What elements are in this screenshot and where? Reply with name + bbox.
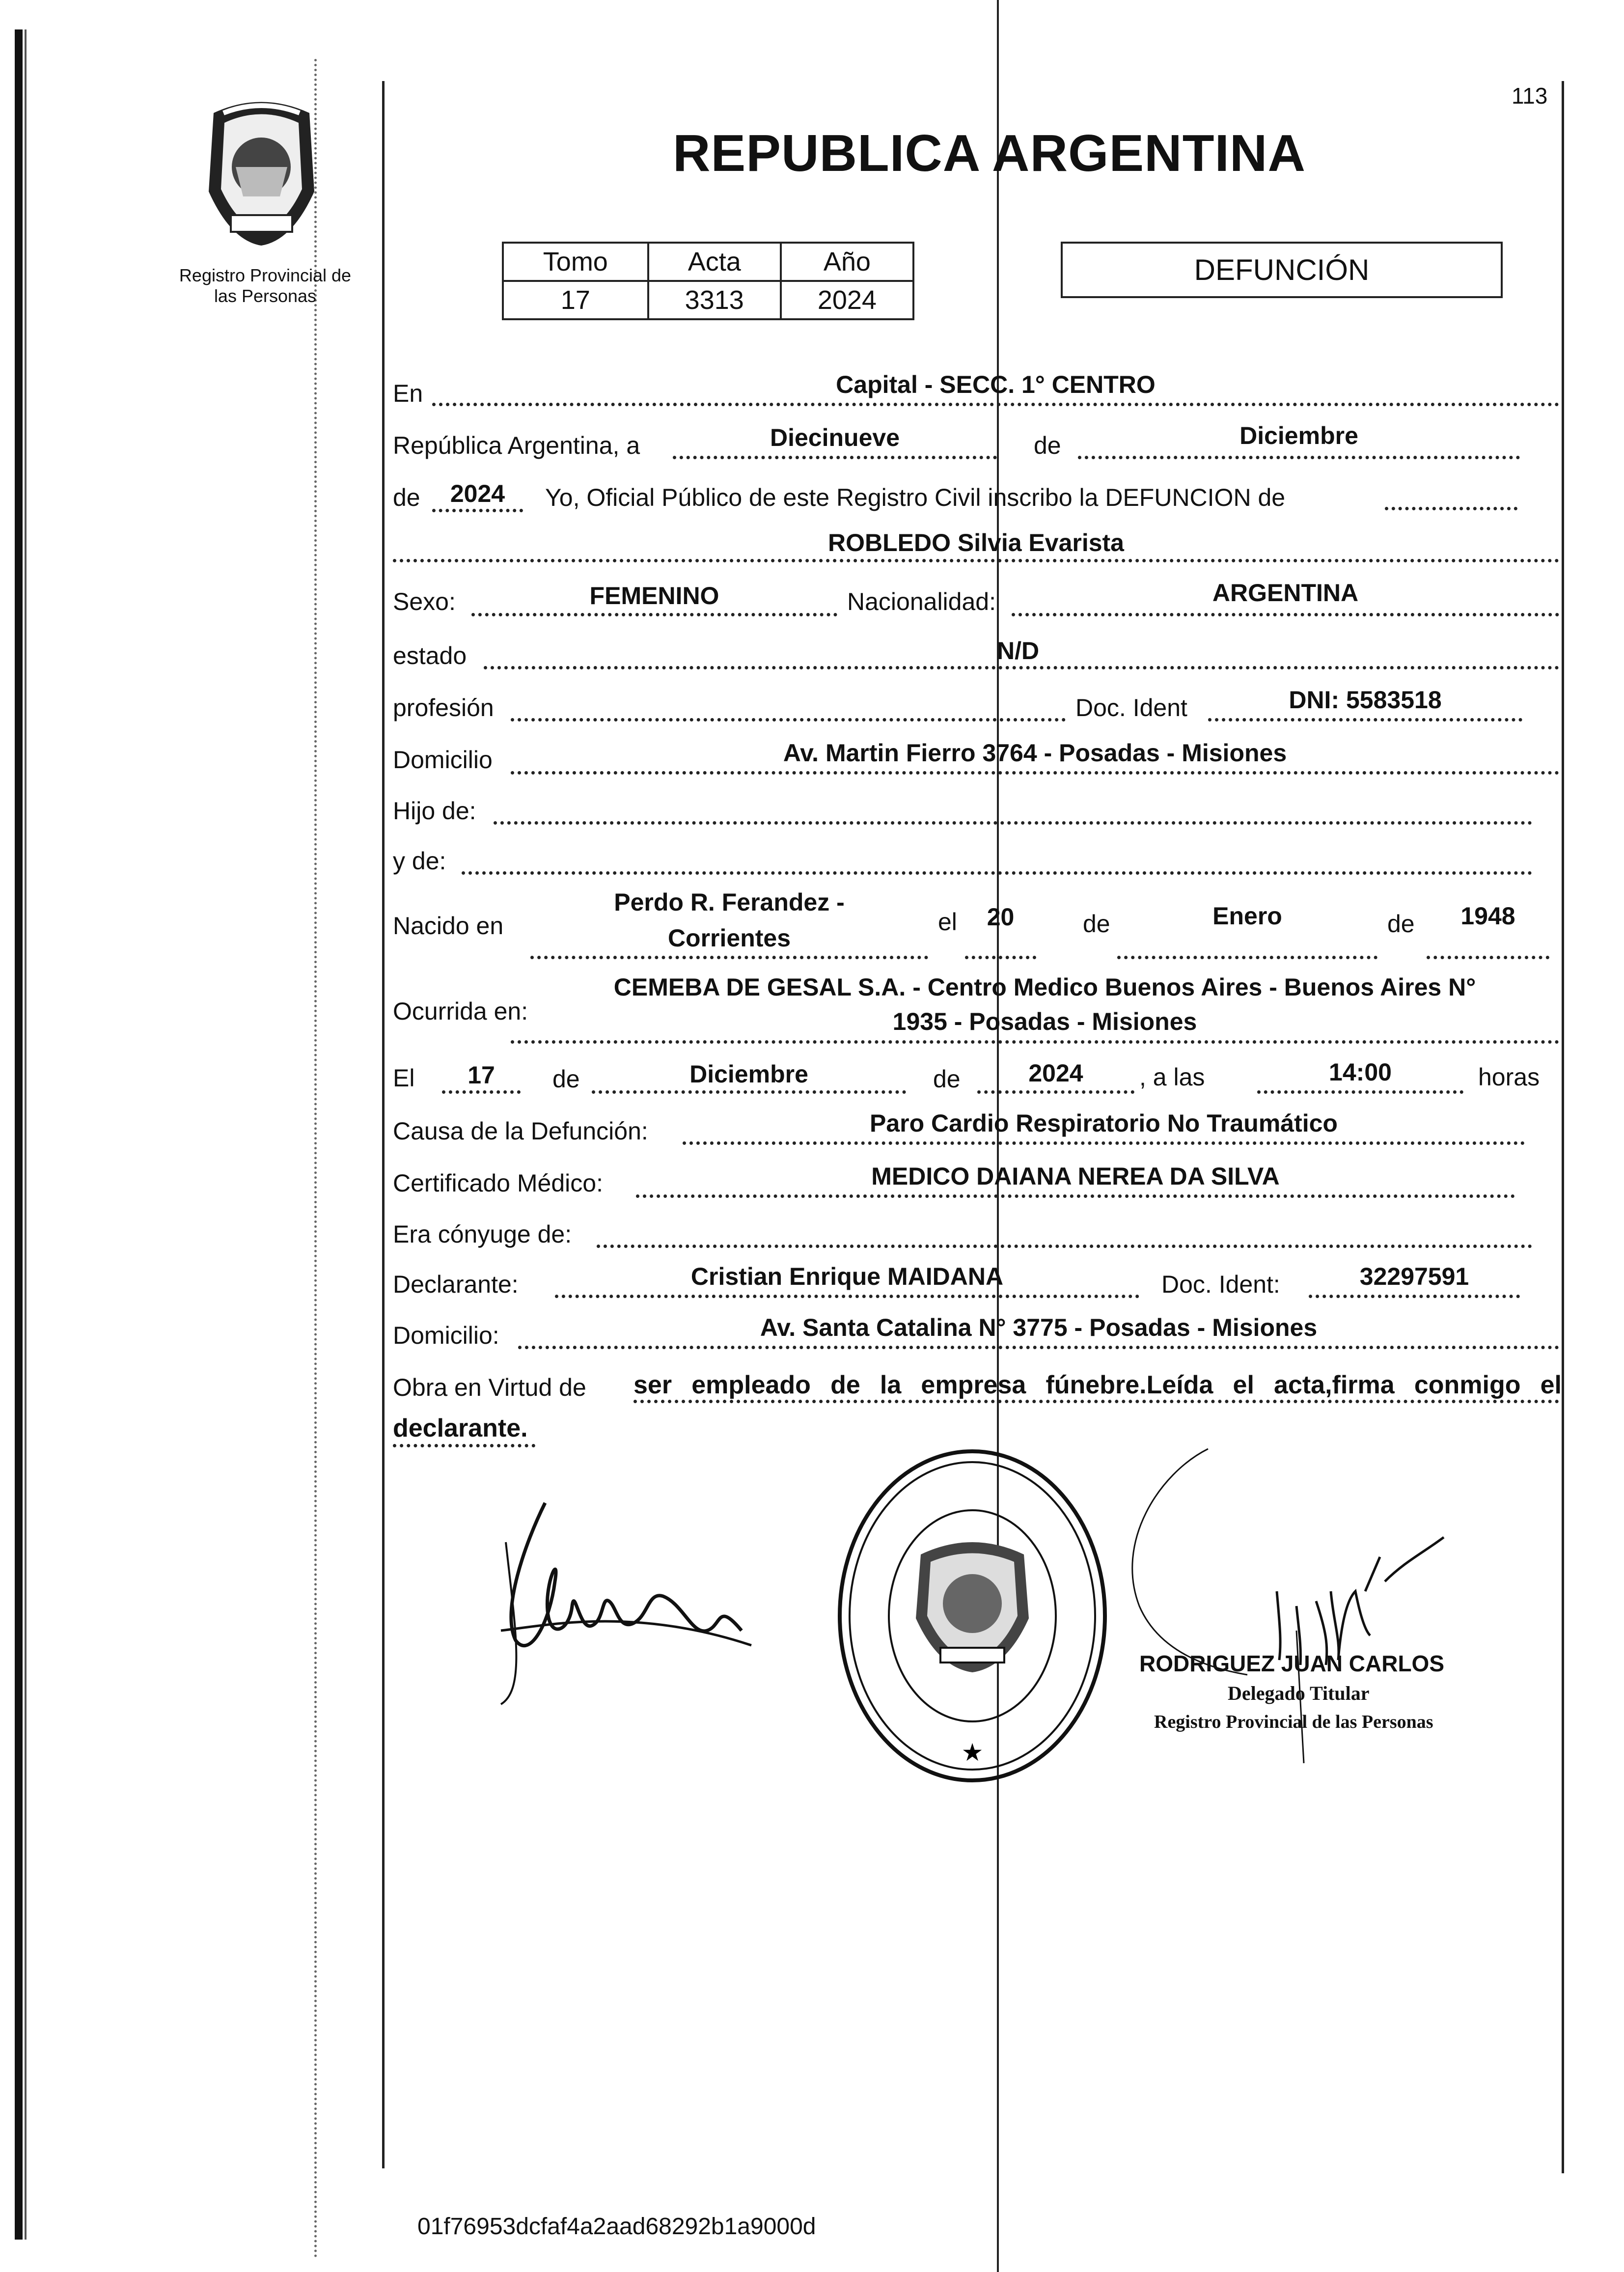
by-virtue-underline2 <box>393 1444 535 1447</box>
declarant-line <box>555 1295 1139 1298</box>
declarant-value: Cristian Enrique MAIDANA <box>690 1263 1004 1290</box>
birth-month-value: Enero <box>1212 902 1282 930</box>
official-stamp <box>835 1446 1110 1785</box>
binding-edge-inner <box>25 29 27 2240</box>
label-el: el <box>938 908 957 936</box>
page-title: REPUBLICA ARGENTINA <box>673 124 1306 182</box>
label-conyuge: Era cónyuge de: <box>393 1220 572 1248</box>
birth-day-value: 20 <box>987 903 1015 931</box>
reg-month-line <box>1078 456 1520 459</box>
death-year-value: 2024 <box>1028 1059 1083 1087</box>
registry-name-line1: Registro Provincial de <box>179 265 352 285</box>
official-signature <box>1110 1444 1483 1788</box>
label-en: En <box>393 380 423 407</box>
death-day-line <box>442 1090 521 1094</box>
svg-text:★: ★ <box>961 1738 984 1767</box>
spouse-line <box>597 1245 1532 1248</box>
birth-day-line <box>965 956 1036 959</box>
official-org: Registro Provincial de las Personas <box>1154 1712 1433 1732</box>
civil-status-value: N/D <box>997 637 1040 665</box>
ano-value: 2024 <box>781 281 913 319</box>
profession-line <box>511 718 1066 721</box>
death-day-value: 17 <box>468 1061 495 1089</box>
label-de-1: de <box>1034 432 1061 459</box>
registry-name-line2: las Personas <box>214 286 317 306</box>
declarant-doc-value: 32297591 <box>1359 1263 1469 1290</box>
doc-value: DNI: 5583518 <box>1289 686 1442 714</box>
label-estado: estado <box>393 642 467 669</box>
sex-line <box>471 613 837 616</box>
acta-value: 3313 <box>648 281 781 319</box>
birth-year-value: 1948 <box>1460 902 1515 930</box>
label-domicilio: Domicilio <box>393 746 493 774</box>
nationality-line <box>1012 613 1559 616</box>
mother-line <box>462 871 1532 875</box>
reg-year-line <box>432 509 523 512</box>
label-nacionalidad: Nacionalidad: <box>847 588 996 615</box>
label-republica: República Argentina, a <box>393 432 640 459</box>
certificate-value: MEDICO DAIANA NEREA DA SILVA <box>871 1163 1280 1190</box>
civil-status-line <box>484 666 1559 669</box>
label-horas: horas <box>1478 1063 1540 1091</box>
binding-edge <box>15 29 23 2240</box>
declarant-signature <box>486 1483 761 1739</box>
perforation-line <box>314 59 317 2259</box>
label-doc-ident-2: Doc. Ident: <box>1161 1271 1280 1298</box>
declarant-address-value: Av. Santa Catalina N° 3775 - Posadas - Misiones <box>760 1314 1318 1341</box>
cause-line <box>683 1141 1525 1145</box>
reg-day-value: Diecinueve <box>770 424 900 451</box>
sex-value: FEMENINO <box>589 582 719 610</box>
birth-year-line <box>1427 956 1549 959</box>
birth-month-line <box>1117 956 1377 959</box>
official-role: Delegado Titular <box>1228 1682 1370 1704</box>
by-virtue-underline1 <box>633 1400 1559 1403</box>
address-line <box>511 771 1559 775</box>
right-frame-line <box>1562 81 1564 2173</box>
reg-month-value: Diciembre <box>1239 422 1358 449</box>
cause-value: Paro Cardio Respiratorio No Traumático <box>870 1109 1338 1137</box>
declarant-doc-line <box>1309 1295 1520 1298</box>
death-place-line <box>511 1040 1559 1044</box>
page-number: 113 <box>1512 83 1548 109</box>
document-type-box <box>1061 242 1503 298</box>
place-line <box>432 403 1559 406</box>
place-value: Capital - SECC. 1° CENTRO <box>836 371 1156 398</box>
certificate-line <box>636 1194 1515 1198</box>
label-a-las: , a las <box>1139 1063 1205 1091</box>
label-yo: Yo, Oficial Público de este Registro Civil inscribo la DEFUNCION de <box>545 484 1286 511</box>
birth-place-line <box>530 956 928 959</box>
by-virtue-line1: ser empleado de la empresa fúnebre.Leída el acta,firma conmigo el <box>633 1371 1562 1399</box>
reg-year-value: 2024 <box>450 480 505 507</box>
tomo-header: Tomo <box>503 243 648 281</box>
nationality-value: ARGENTINA <box>1212 579 1359 607</box>
label-domicilio-2: Domicilio: <box>393 1322 499 1349</box>
acta-header: Acta <box>648 243 781 281</box>
death-place-line1: CEMEBA DE GESAL S.A. - Centro Medico Buenos Aires - Buenos Aires N° <box>613 973 1476 1001</box>
document-type-label: DEFUNCIÓN <box>1194 253 1370 286</box>
label-sexo: Sexo: <box>393 588 456 615</box>
birth-place-line1: Perdo R. Ferandez - <box>614 888 845 916</box>
death-place-line2: 1935 - Posadas - Misiones <box>892 1008 1197 1035</box>
address-value: Av. Martin Fierro 3764 - Posadas - Misiones <box>783 739 1287 767</box>
label-doc-ident: Doc. Ident <box>1075 694 1187 721</box>
deceased-line <box>393 559 1559 562</box>
document-hash: 01f76953dcfaf4a2aad68292b1a9000d <box>417 2214 816 2240</box>
label-y-de: y de: <box>393 847 446 875</box>
ano-header: Año <box>781 243 913 281</box>
father-line <box>494 821 1532 825</box>
label-de-4: de <box>1387 910 1415 938</box>
label-hijo-de: Hijo de: <box>393 797 476 825</box>
death-time-value: 14:00 <box>1329 1058 1392 1086</box>
deceased-value: ROBLEDO Silvia Evarista <box>827 529 1124 556</box>
label-el-cap: El <box>393 1064 415 1092</box>
left-frame-line <box>382 81 385 2168</box>
by-virtue-line2: declarante. <box>393 1414 528 1442</box>
reg-day-line <box>673 456 997 459</box>
death-time-line <box>1257 1090 1463 1094</box>
label-nacido-en: Nacido en <box>393 912 504 940</box>
official-name: RODRIGUEZ JUAN CARLOS <box>1139 1651 1445 1676</box>
label-declarante: Declarante: <box>393 1271 519 1298</box>
death-month-line <box>592 1090 906 1094</box>
death-month-value: Diciembre <box>689 1060 808 1088</box>
label-causa: Causa de la Defunción: <box>393 1117 648 1145</box>
birth-place-line2: Corrientes <box>667 924 791 952</box>
label-de-6: de <box>933 1065 961 1093</box>
label-de-3: de <box>1083 910 1110 938</box>
tomo-value: 17 <box>503 281 648 319</box>
label-de-5: de <box>552 1065 580 1093</box>
doc-line <box>1208 718 1522 721</box>
record-meta-table <box>502 242 914 320</box>
registry-name <box>162 265 368 306</box>
death-year-line <box>977 1090 1134 1094</box>
registry-seal-logo <box>194 93 329 250</box>
label-certificado: Certificado Médico: <box>393 1169 603 1197</box>
label-de-2: de <box>393 484 420 511</box>
label-ocurrida-en: Ocurrida en: <box>393 997 528 1025</box>
label-profesion: profesión <box>393 694 494 721</box>
yo-tail-line <box>1385 507 1517 510</box>
label-obra: Obra en Virtud de <box>393 1374 586 1401</box>
declarant-address-line <box>518 1346 1559 1349</box>
